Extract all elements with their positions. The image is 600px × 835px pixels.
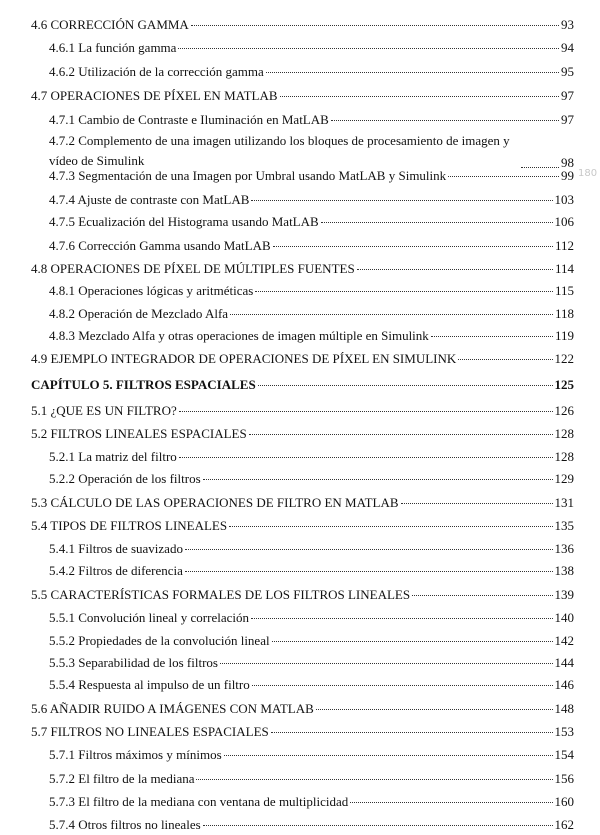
toc-section-entry [31, 587, 574, 603]
scan-artifact: 180 [578, 168, 598, 179]
toc-page-number: 114 [554, 261, 574, 276]
toc-page-number: 106 [554, 214, 574, 229]
toc-page-number: 138 [554, 563, 574, 578]
toc-entry-title: 5.5 CARACTERÍSTICAS FORMALES DE LOS FILTROS LINEALES [31, 587, 411, 602]
toc-entry-title: 5.7.3 El filtro de la mediana con ventana de multiplicidad [49, 794, 349, 809]
toc-page-number: 162 [554, 817, 574, 832]
toc-entry-title: 5.5.4 Respuesta al impulso de un filtro [49, 677, 250, 692]
dot-leader [230, 314, 553, 315]
toc-subsection-entry [49, 40, 574, 56]
toc-section-entry [31, 88, 574, 104]
toc-subsection-entry [49, 471, 574, 487]
dot-leader [431, 336, 553, 337]
toc-entry-title: 4.7.4 Ajuste de contraste con MatLAB [49, 192, 250, 207]
toc-page-number: 95 [561, 64, 574, 79]
toc-entry-title: 5.4.2 Filtros de diferencia [49, 563, 183, 578]
toc-page-number: 148 [554, 701, 574, 716]
toc-entry-title: 5.7.1 Filtros máximos y mínimos [49, 747, 222, 762]
toc-entry-title: 4.6.1 La función gamma [49, 40, 177, 55]
toc-page-number: 98 [561, 155, 574, 170]
dot-leader [273, 246, 553, 247]
dot-leader [196, 779, 552, 780]
toc-section-entry [31, 403, 574, 419]
dot-leader [357, 269, 553, 270]
toc-section-entry [31, 261, 574, 277]
dot-leader [224, 755, 553, 756]
toc-entry-title: 4.7.5 Ecualización del Histograma usando MatLAB [49, 214, 319, 229]
dot-leader [458, 359, 552, 360]
toc-page-number: 135 [554, 518, 574, 533]
dot-leader [252, 685, 553, 686]
dot-leader [401, 503, 553, 504]
toc-section-entry [31, 724, 574, 740]
toc-page-number: 115 [554, 283, 574, 298]
toc-subsection-entry [49, 541, 574, 557]
toc-subsection-entry [49, 328, 574, 344]
dot-leader [191, 25, 559, 26]
toc-page-number: 160 [554, 794, 574, 809]
toc-section-entry [31, 17, 574, 33]
toc-entry-title: 4.8.2 Operación de Mezclado Alfa [49, 306, 229, 321]
dot-leader [179, 411, 553, 412]
toc-entry-title: 5.1 ¿QUE ES UN FILTRO? [31, 403, 177, 418]
toc-subsection-entry [49, 633, 574, 649]
toc-page-number: 125 [554, 377, 574, 392]
toc-page-number: 129 [554, 471, 574, 486]
toc-subsection-entry [49, 112, 574, 128]
toc-page-number: 99 [561, 168, 574, 183]
toc-page-number: 146 [554, 677, 574, 692]
toc-entry-title: 5.2.2 Operación de los filtros [49, 471, 201, 486]
dot-leader [255, 291, 553, 292]
toc-entry-title: 5.3 CÁLCULO DE LAS OPERACIONES DE FILTRO EN MATLAB [31, 495, 399, 510]
dot-leader [412, 595, 552, 596]
toc-page-number: 156 [554, 771, 574, 786]
toc-section-entry [31, 518, 574, 534]
dot-leader [203, 825, 553, 826]
toc-entry-title: 4.6.2 Utilización de la corrección gamma [49, 64, 264, 79]
dot-leader [280, 96, 559, 97]
toc-page-number: 144 [554, 655, 574, 670]
toc-subsection-entry [49, 610, 574, 626]
toc-page-number: 103 [554, 192, 574, 207]
dot-leader [185, 549, 553, 550]
toc-entry-title: 5.5.3 Separabilidad de los filtros [49, 655, 218, 670]
toc-subsection-entry [49, 131, 574, 171]
toc-subsection-entry [49, 238, 574, 254]
toc-page-number: 154 [554, 747, 574, 762]
dot-leader [251, 618, 552, 619]
toc-entry-title: 4.7.2 Complemento de una imagen utilizando los bloques de procesamiento de imagen y vídeo de Simulink [49, 133, 510, 168]
toc-entry-title: 4.6 CORRECCIÓN GAMMA [31, 17, 189, 32]
dot-leader [271, 732, 553, 733]
toc-page-number: 94 [561, 40, 574, 55]
toc-page-number: 126 [554, 403, 574, 418]
toc-subsection-entry [49, 192, 574, 208]
toc-page-number: 140 [554, 610, 574, 625]
toc-page-number: 139 [554, 587, 574, 602]
toc-page-number: 93 [561, 17, 574, 32]
dot-leader [220, 663, 553, 664]
toc-page-number: 97 [561, 112, 574, 127]
dot-leader [448, 176, 559, 177]
toc-page-number: 122 [554, 351, 574, 366]
toc-section-entry [31, 495, 574, 511]
toc-entry-title: 4.7.1 Cambio de Contraste e Iluminación en MatLAB [49, 112, 329, 127]
toc-entry-title: 5.7.4 Otros filtros no lineales [49, 817, 201, 832]
toc-entry-title: 5.6 AÑADIR RUIDO A IMÁGENES CON MATLAB [31, 701, 314, 716]
dot-leader [350, 802, 552, 803]
toc-section-entry [31, 426, 574, 442]
toc-entry-title: CAPÍTULO 5. FILTROS ESPACIALES [31, 377, 256, 392]
toc-entry-title: 4.7 OPERACIONES DE PÍXEL EN MATLAB [31, 88, 278, 103]
toc-page-number: 119 [554, 328, 574, 343]
toc-page-number: 131 [554, 495, 574, 510]
toc-subsection-entry [49, 214, 574, 230]
dot-leader [331, 120, 559, 121]
toc-subsection-entry [49, 677, 574, 693]
dot-leader [229, 526, 552, 527]
toc-entry-title: 4.8.1 Operaciones lógicas y aritméticas [49, 283, 254, 298]
toc-page-number: 97 [561, 88, 574, 103]
toc-subsection-entry [49, 449, 574, 465]
toc-entry-title: 5.5.2 Propiedades de la convolución lineal [49, 633, 270, 648]
toc-page-number: 128 [554, 449, 574, 464]
toc-subsection-entry [49, 563, 574, 579]
toc-subsection-entry [49, 794, 574, 810]
toc-page-number: 153 [554, 724, 574, 739]
toc-entry-title: 5.5.1 Convolución lineal y correlación [49, 610, 250, 625]
toc-page-number: 128 [554, 426, 574, 441]
dot-leader [321, 222, 553, 223]
toc-entry-title: 5.2.1 La matriz del filtro [49, 449, 177, 464]
toc-section-entry [31, 351, 574, 367]
toc-chapter-entry [31, 377, 574, 393]
toc-page-number: 118 [554, 306, 574, 321]
toc-subsection-entry [49, 306, 574, 322]
toc-page-number: 136 [554, 541, 574, 556]
toc-entry-title: 4.8.3 Mezclado Alfa y otras operaciones de imagen múltiple en Simulink [49, 328, 429, 343]
toc-entry-title: 5.7 FILTROS NO LINEALES ESPACIALES [31, 724, 269, 739]
toc-entry-title: 5.4 TIPOS DE FILTROS LINEALES [31, 518, 228, 533]
toc-subsection-entry [49, 655, 574, 671]
toc-subsection-entry [49, 168, 574, 184]
toc-subsection-entry [49, 747, 574, 763]
dot-leader [251, 200, 552, 201]
toc-entry-title: 4.7.6 Corrección Gamma usando MatLAB [49, 238, 271, 253]
dot-leader [179, 457, 553, 458]
dot-leader [203, 479, 553, 480]
dot-leader [272, 641, 553, 642]
dot-leader [316, 709, 553, 710]
toc-entry-title: 5.4.1 Filtros de suavizado [49, 541, 183, 556]
toc-entry-title: 5.2 FILTROS LINEALES ESPACIALES [31, 426, 247, 441]
toc-subsection-entry [49, 817, 574, 833]
toc-entry-title: 4.7.3 Segmentación de una Imagen por Umbral usando MatLAB y Simulink [49, 168, 447, 183]
toc-entry-title: 5.7.2 El filtro de la mediana [49, 771, 195, 786]
dot-leader [185, 571, 553, 572]
toc-page-number: 112 [554, 238, 574, 253]
toc-section-entry [31, 701, 574, 717]
dot-leader [266, 72, 559, 73]
toc-subsection-entry [49, 771, 574, 787]
dot-leader [249, 434, 553, 435]
toc-entry-title: 4.9 EJEMPLO INTEGRADOR DE OPERACIONES DE PÍXEL EN SIMULINK [31, 351, 457, 366]
toc-subsection-entry [49, 283, 574, 299]
toc-entry-title: 4.8 OPERACIONES DE PÍXEL DE MÚLTIPLES FUENTES [31, 261, 355, 276]
dot-leader [258, 385, 553, 386]
dot-leader [178, 48, 559, 49]
toc-page-number: 142 [554, 633, 574, 648]
toc-subsection-entry [49, 64, 574, 80]
